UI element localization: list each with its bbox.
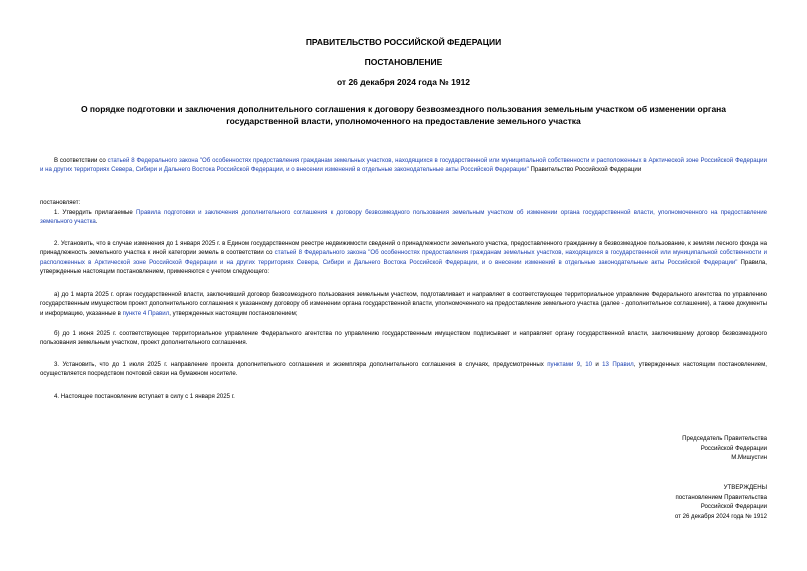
item-2-end: Правила, утвержденные настоящим постановлением, применяются с учетом следующего: [40, 258, 767, 275]
rules-link[interactable]: Правила подготовки и заключения дополнительного соглашения к договору безвозмездного пользования земельным участком об изменении органа государственной власти, уполномоченного на предоставление земельного участка [40, 209, 767, 226]
item-2-text: 2. Установить, что в случае изменения до 1 января 2025 г. в Едином государственном реестре недвижимости сведений о принадлежности земельного участка, предоставленного гражданину в безвозмездное пользование, к землям лесного фонда на принадлежность земельного участка к иной категории земель в соответствии со [40, 240, 767, 257]
item-4-paragraph: 4. Настоящее постановление вступает в силу с 1 января 2025 г. [54, 393, 235, 400]
item-a-paragraph [40, 290, 767, 318]
document-title: О порядке подготовки и заключения дополнительного соглашения к договору безвозмездного пользования земельным участком об изменении органа государственной власти, уполномоченного на предоставление земельного участка [80, 104, 727, 126]
approved-block [675, 483, 767, 521]
item-1-paragraph [40, 208, 767, 227]
item-3-text: 3. Установить, что до 1 июля 2025 г. направление проекта дополнительного соглашения и экземпляра дополнительного соглашения в случаях, предусмотренных [54, 361, 548, 368]
approved-date: от 26 декабря 2024 года № 1912 [674, 512, 767, 520]
signature-country: Российской Федерации [700, 444, 767, 452]
approved-heading: УТВЕРЖДЕНЫ [723, 484, 767, 491]
government-heading: ПРАВИТЕЛЬСТВО РОССИЙСКОЙ ФЕДЕРАЦИИ [305, 37, 502, 47]
item-3-sep-2: и [592, 361, 603, 368]
item-a-end: , утвержденных настоящим постановлением; [169, 309, 298, 317]
item-3-paragraph [40, 360, 767, 379]
preamble-text-1: В соответствии со [54, 157, 108, 164]
item-3-end: , утвержденных настоящим постановлением, осуществляется посредством почтовой связи на бумажном носителе. [40, 361, 767, 378]
doc-type-heading: ПОСТАНОВЛЕНИЕ [364, 57, 443, 67]
rules-point-9-link[interactable]: пунктами 9 [547, 361, 581, 368]
rules-point-10-link[interactable]: 10 [585, 361, 592, 368]
item-b-paragraph: б) до 1 июня 2025 г. соответствующее территориальное управление Федерального агентства по управлению государственным имуществом подписывает и направляет органу государственной власти, заключившему договор безвозмездного пользования земельным участком, проект дополнительного соглашения. [40, 330, 767, 347]
signature-name: М.Мишустин [731, 454, 767, 461]
decides-text: постановляет: [40, 199, 81, 206]
law-article-8-link-2[interactable]: статьей 8 Федерального закона "Об особенностях предоставления гражданам земельных участков, находящихся в государственной или муниципальной собственности и расположенных в Арктической зоне Российской Федерации и на других территориях Севера, Сибири и Дальнего Востока Российской Федерации, и о внесении изменений в отдельные законодательные акты Российской Федерации" [40, 249, 768, 266]
date-number-heading: от 26 декабря 2024 года № 1912 [336, 77, 471, 87]
signature-block [682, 434, 767, 463]
signature-position: Председатель Правительства [682, 435, 767, 442]
approved-by: постановлением Правительства [675, 493, 767, 501]
item-a-text: а) до 1 марта 2025 г. орган государственной власти, заключивший договор безвозмездного пользования земельным участком, подготавливает и направляет в соответствующее территориальное управление Федерального агентства по управлению государственным имуществом проект дополнительного соглашения к указанному договору об изменении органа государственной власти, уполномоченного на предоставление земельного участка (далее - дополнительное соглашение), а также документы и информацию, указанные в [40, 291, 767, 317]
rules-point-13-link[interactable]: 13 Правил [602, 361, 634, 368]
item-3-sep-1: , [580, 361, 586, 368]
preamble-paragraph [40, 156, 767, 175]
item-1-end: . [95, 218, 98, 226]
item-2-paragraph [40, 239, 767, 276]
item-1-text: 1. Утвердить прилагаемые [54, 209, 137, 216]
law-article-8-link[interactable]: статьей 8 Федерального закона "Об особенностях предоставления гражданам земельных участков, находящихся в государственной или муниципальной собственности и расположенных в Арктической зоне Российской Федерации и на других территориях Севера, Сибири и Дальнего Востока Российской Федерации, и о внесении изменений в отдельные законодательные акты Российской Федерации" [40, 157, 767, 174]
approved-country: Российской Федерации [700, 503, 767, 510]
preamble-text-2: Правительство Российской Федерации [528, 166, 642, 174]
rules-point-4-link[interactable]: пункте 4 Правил [122, 309, 170, 317]
